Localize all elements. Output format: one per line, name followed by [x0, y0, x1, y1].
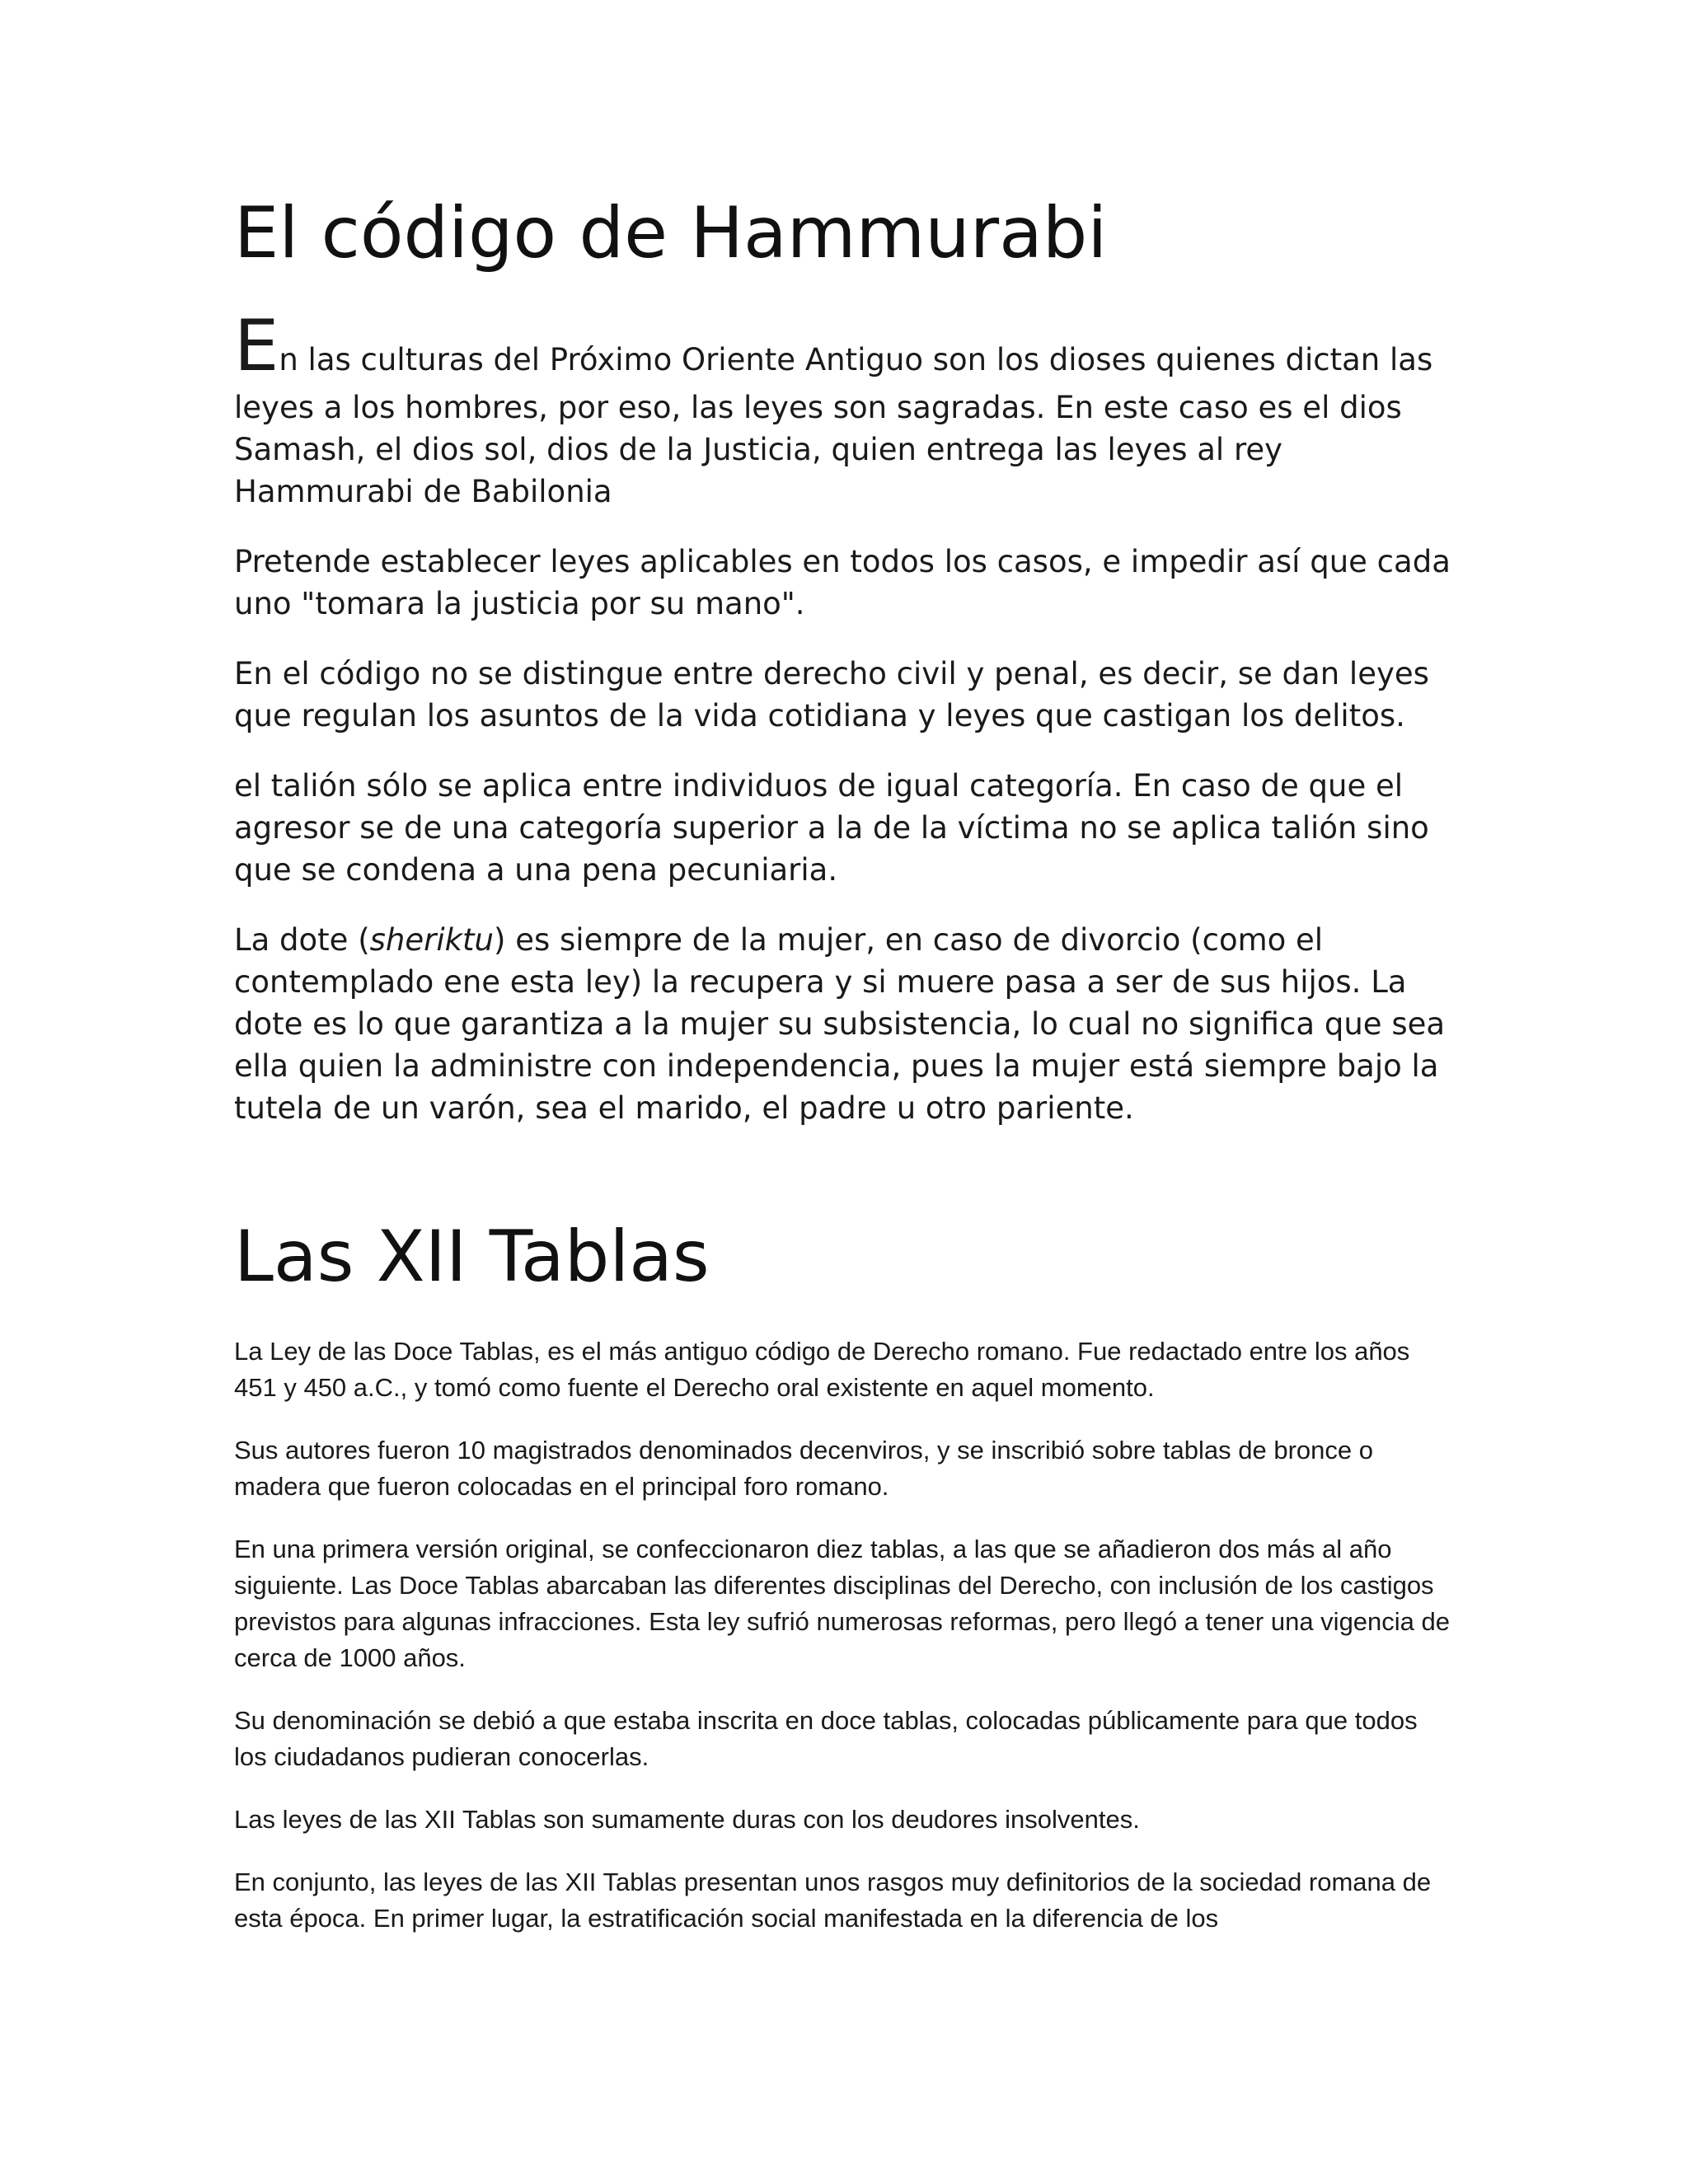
dote-paragraph	[234, 919, 1454, 1129]
intro-paragraph	[234, 304, 1454, 513]
section-hammurabi	[234, 194, 1454, 1129]
paragraph: el talión sólo se aplica entre individuos de igual categoría. En caso de que el agresor se de una categoría superior a la de la víctima no se aplica talión sino que se condena a una pena pecuniaria.	[234, 767, 1429, 888]
intro-first-line	[234, 304, 1454, 393]
paragraph: Pretende establecer leyes aplicables en todos los casos, e impedir así que cada uno "tomara la justicia por su mano".	[234, 543, 1451, 621]
section-xii-tablas	[234, 1215, 1454, 1938]
paragraph: Sus autores fueron 10 magistrados denominados decenviros, y se inscribió sobre tablas de bronce o madera que fueron colocadas en el principal foro romano.	[234, 1436, 1374, 1502]
dote-text-after: ) es siempre de la mujer, en caso de divorcio (como el contemplado ene esta ley) la recupera y si muere pasa a ser de sus hijos. La dote es lo que garantiza a la mujer su subsistencia, lo cual no significa que sea ella quien la administre con independencia, pues la mujer está siempre bajo la tutela de un varón, sea el marido, el padre u otro pariente.	[234, 921, 1446, 1126]
dote-text-before: La dote (	[234, 921, 370, 958]
intro-rest-text: leyes a los hombres, por eso, las leyes son sagradas. En este caso es el dios Samash, el dios sol, dios de la Justicia, quien entrega las leyes al rey Hammurabi de Babilonia	[234, 389, 1402, 509]
paragraph: La Ley de las Doce Tablas, es el más antiguo código de Derecho romano. Fue redactado entre los años 451 y 450 a.C., y tomó como fuente el Derecho oral existente en aquel momento.	[234, 1337, 1410, 1403]
paragraph: Su denominación se debió a que estaba inscrita en doce tablas, colocadas públicamente para que todos los ciudadanos pudieran conocerlas.	[234, 1706, 1418, 1772]
drop-cap: E	[234, 304, 279, 387]
italic-term: sheriktu	[369, 921, 495, 958]
document-page	[234, 194, 1454, 1963]
intro-first-line-text: n las culturas del Próximo Oriente Antiguo son los dioses quienes dictan las	[279, 341, 1433, 377]
paragraph: Las leyes de las XII Tablas son sumamente duras con los deudores insolventes.	[234, 1805, 1140, 1835]
paragraph: En el código no se distingue entre derecho civil y penal, es decir, se dan leyes que regulan los asuntos de la vida cotidiana y leyes que castigan los delitos.	[234, 655, 1429, 733]
section-title: Las XII Tablas	[234, 1215, 710, 1298]
paragraph: En una primera versión original, se confeccionaron diez tablas, a las que se añadieron dos más al año siguiente. Las Doce Tablas abarcaban las diferentes disciplinas del Derecho, con inclusión de los castigos previstos para algunas infracciones. Esta ley sufrió numerosas reformas, pero llegó a tener una vigencia de cerca de 1000 años.	[234, 1535, 1451, 1673]
paragraph: En conjunto, las leyes de las XII Tablas presentan unos rasgos muy definitorios de la sociedad romana de esta época. En primer lugar, la estratificación social manifestada en la diferencia de los	[234, 1868, 1432, 1933]
section-title: El código de Hammurabi	[234, 192, 1108, 274]
